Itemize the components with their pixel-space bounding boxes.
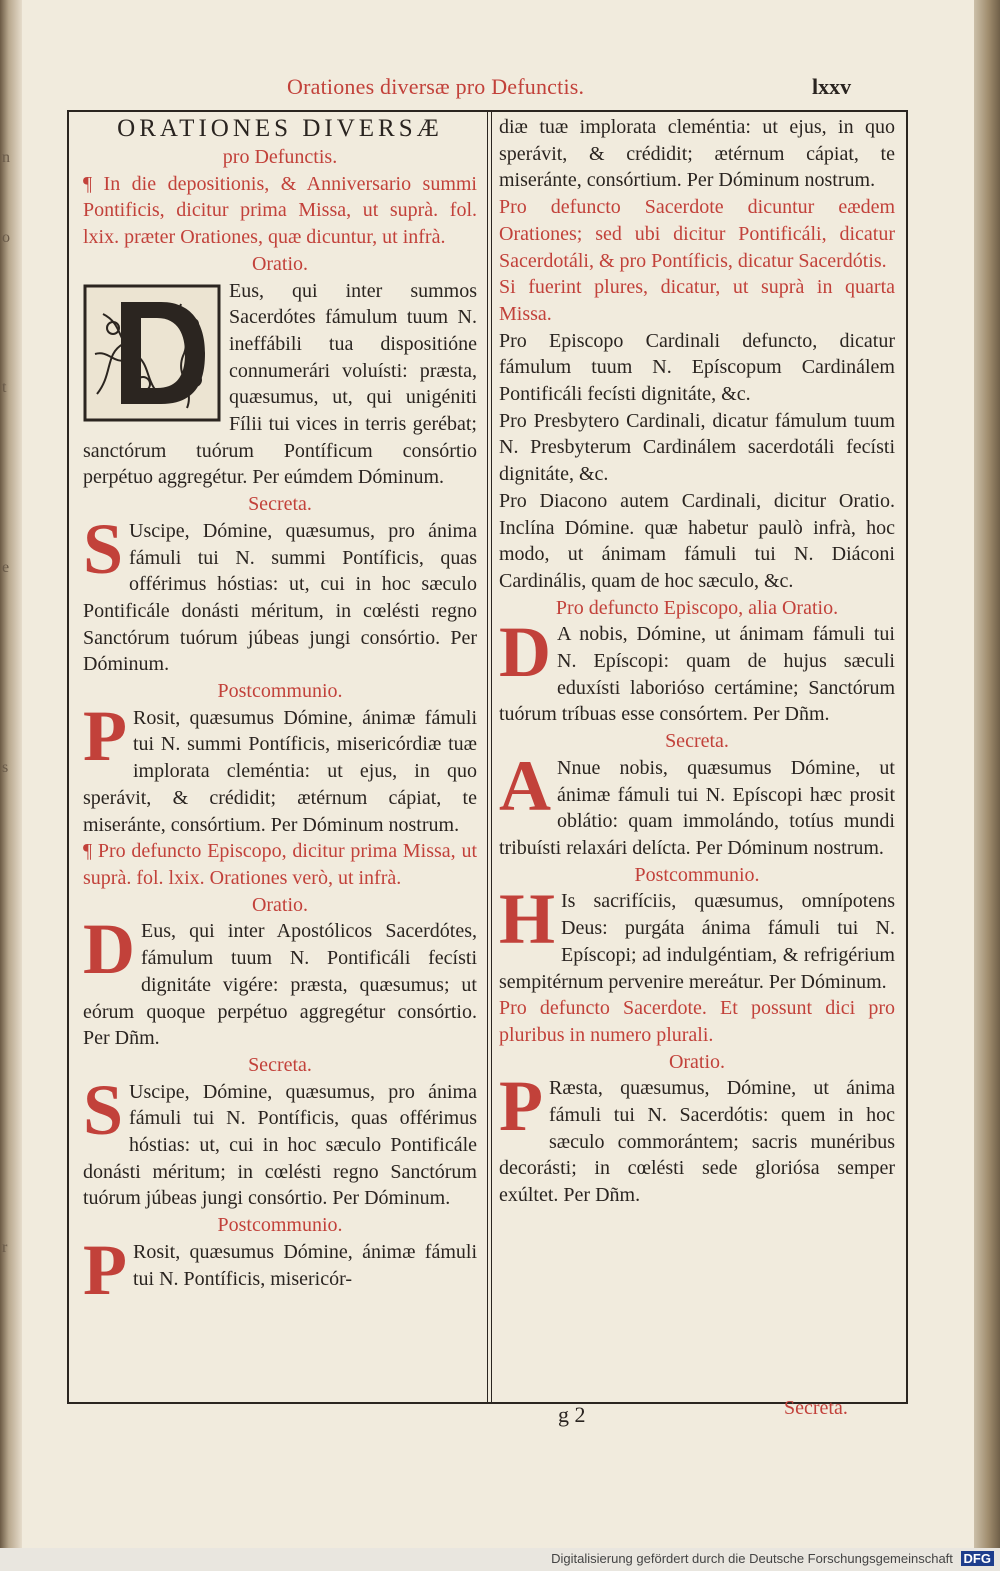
drop-initial: D (83, 909, 135, 990)
rubric-episcopo: ¶ Pro defuncto Episcopo, dicitur prima Missa, ut suprà. fol. lxix. Orationes verò, ut infrà. (83, 840, 477, 889)
drop-initial: P (83, 695, 127, 776)
oratio-label: Oratio. (251, 893, 309, 916)
drop-initial: S (83, 1069, 124, 1150)
ornate-initial-d-icon (83, 284, 221, 422)
drop-initial: H (499, 879, 556, 960)
drop-initial: A (499, 745, 551, 826)
continued-text: diæ tuæ implorata cleméntia: ut ejus, in quo sperávit, & crédidit; ætérnum cápiat, te miseránte, consórtium. Per Dóminum nostrum. (499, 116, 895, 192)
right-column (499, 114, 895, 1209)
oratio-text: A nobis, Dómine, ut ánimam fámuli tui N. Epíscopi: quam de hujus sæculi eduxísti laborióso certámine; Sanctórum tuórum tríbuas esse consórtem. Per Dñm. (499, 623, 895, 726)
section-subtitle: pro Defunctis. (222, 146, 338, 168)
folio-number: lxxv (812, 74, 852, 99)
previous-page-edge (0, 0, 22, 1571)
dfg-logo: DFG (961, 1551, 994, 1566)
drop-initial: P (83, 1229, 127, 1310)
oratio-label: Oratio. (668, 1050, 726, 1073)
oratio-text: Eus, qui inter Apostólicos Sacerdótes, fámulum tuum N. Pontificáli fecísti dignitáte vigére: præsta, quæsumus; ut eórum quoque perpétuo aggregétur consórtio. Per Dñm. (83, 920, 477, 1050)
postcommunio-label: Postcommunio. (217, 680, 343, 703)
edge-fragment: s (2, 759, 9, 776)
rubric-alia-oratio: Pro defuncto Episcopo, alia Oratio. (555, 596, 839, 619)
running-head: Orationes diversæ pro Defunctis. (287, 74, 585, 99)
secreta-label: Secreta. (248, 1053, 312, 1076)
oratio-text: Eus, qui inter summos Sacerdótes fámulum tuum N. ineffábili tua dispositióne connumerári voluísti: præsta, quæsumus, ut, qui unigéniti Fílii tui vices in terris gerébat; sanctórum tuórum Pontíficum consórtio perpétuo aggregétur. Per eúmdem Dóminum. (83, 279, 477, 489)
rubric-episcopo-cardinali: Pro Episcopo Cardinali defuncto, dicatur fámulum tuum N. Epíscopum Cardinálem Pontificáli fecísti dignitáte, &c. (499, 329, 895, 406)
credit-text: Digitalisierung gefördert durch die Deutsche Forschungsgemeinschaft (551, 1551, 953, 1566)
rubric-diacono-cardinali: Pro Diacono autem Cardinali, dicitur Oratio. Inclína Dómine. quæ habetur paulò infrà, hoc modo, ut ánimam fámuli tui N. Diáconi Cardinális, quam de hoc sæculo, &c. (499, 489, 895, 592)
catchword: Secreta. (784, 1397, 848, 1419)
rubric-sacerdote-plural: Pro defuncto Sacerdote. Et possunt dici pro pluribus in numero plurali. (499, 997, 895, 1046)
text-block-frame (67, 110, 908, 1404)
oratio-label: Oratio. (251, 252, 309, 275)
section-title: ORATIONES DIVERSÆ (117, 115, 443, 142)
edge-fragment: t (2, 379, 7, 396)
left-column (83, 114, 477, 1310)
rubric-sacerdote: Pro defuncto Sacerdote dicuntur eædem Orationes; sed ubi dicitur Pontificáli, dicatur Sacerdotáli, & pro Pontíficis, dicatur Sacerdótis. (499, 196, 895, 272)
postcommunio-label: Postcommunio. (217, 1214, 343, 1237)
oratio-text: Ræsta, quæsumus, Dómine, ut ánima fámuli tui N. Sacerdótis: quem in hoc sæculo commorántem; sacris munéribus decorásti; in cœlésti sede gloriósa semper exúltet. Per Dñm. (499, 1077, 895, 1207)
secreta-text: Uscipe, Dómine, quæsumus, pro ánima fámuli tui N. Pontíficis, quas offérimus hóstias: ut, cui in hoc sæculo Pontificále donásti méritum; in cœlésti regno Sanctórum tuórum júbeas jungi consórtio. Per Dóminum. (83, 1080, 477, 1210)
edge-fragment: n (2, 149, 10, 166)
book-page (22, 0, 974, 1571)
edge-fragment: e (2, 559, 10, 576)
book-fore-edge (974, 0, 1000, 1571)
edge-fragment: r (2, 1239, 8, 1256)
postcommunio-text: Is sacrifíciis, quæsumus, omnípotens Deus: purgáta ánima fámuli tui N. Epíscopi; ad indulgéntiam, & refrigérium sempitérnum pervenire mereátur. Per Dóminum. (499, 890, 895, 993)
drop-initial: S (83, 508, 124, 589)
secreta-text: Uscipe, Dómine, quæsumus, pro ánima fámuli tui N. summi Pontíficis, quas offérimus hóstias: ut, cui in hoc sæculo Pontificále donásti méritum, in cœlésti regno Sanctórum tuórum júbeas jungi consórtio. Per Dóminum. (83, 519, 477, 676)
digitization-credit (551, 1551, 994, 1566)
drop-initial: P (499, 1066, 543, 1147)
drop-initial: D (499, 612, 551, 693)
secreta-label: Secreta. (665, 730, 729, 753)
rubric-anniversary: ¶ In die depositionis, & Anniversario summi Pontificis, dicitur prima Missa, ut suprà. fol. lxix. præter Orationes, quæ dicuntur, ut infrà. (83, 172, 477, 249)
postcommunio-text: Rosit, quæsumus Dómine, ánimæ fámuli tui N. summi Pontíficis, misericórdiæ tuæ implorata cleméntia: ut ejus, in quo sperávit, & crédidit; ætérnum cápiat, te miseránte, consórtium. Per Dóminum nostrum. (83, 706, 477, 836)
secreta-text: Nnue nobis, quæsumus Dómine, ut ánimæ fámuli tui N. Epíscopi hæc prosit oblátio: quam immolándo, totíus mundi tribuísti relaxári delícta. Per Dóminum nostrum. (499, 756, 895, 859)
secreta-label: Secreta. (248, 493, 312, 516)
rubric-presbytero-cardinali: Pro Presbytero Cardinali, dicatur fámulum tuum N. Presbyterum Cardinálem sacerdotáli fecísti dignitáte, &c. (499, 409, 895, 486)
signature-mark: g 2 (558, 1402, 586, 1427)
rubric-plures: Si fuerint plures, dicatur, ut suprà in quarta Missa. (499, 276, 895, 325)
postcommunio-text: Rosit, quæsumus Dómine, ánimæ fámuli tui N. Pontíficis, misericór- (132, 1240, 477, 1290)
postcommunio-label: Postcommunio. (634, 863, 760, 886)
edge-fragment: o (2, 229, 10, 246)
column-rule (487, 112, 492, 1402)
